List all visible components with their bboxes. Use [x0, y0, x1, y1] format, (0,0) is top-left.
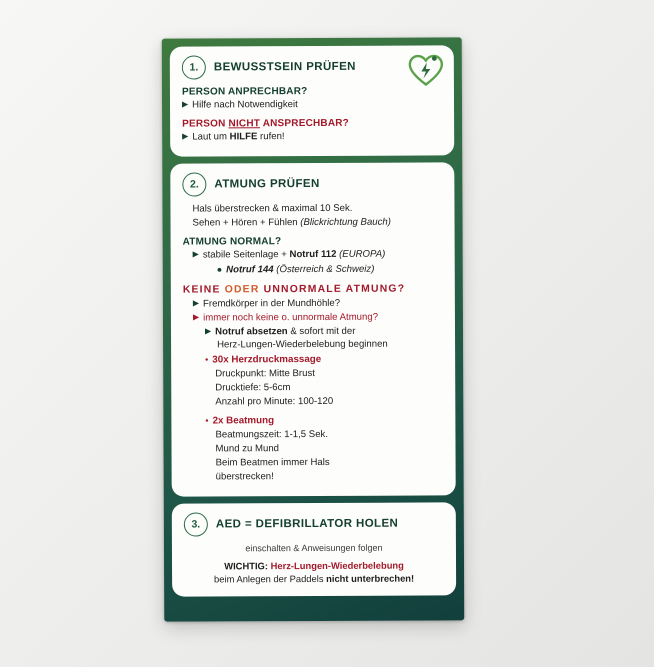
- line-stabile-seitenlage: ▶ stabile Seitenlage + Notruf 112 (EUROPA): [192, 248, 386, 261]
- line-notruf-144: ● Notruf 144 (Österreich & Schweiz): [216, 263, 375, 276]
- line-hals-ueberstrecken: Hals überstrecken & maximal 10 Sek.: [192, 202, 353, 215]
- cpr-detail: Mund zu Mund: [215, 443, 280, 455]
- bullet-icon: ●: [216, 264, 223, 275]
- label-atmung-normal: ATMUNG NORMAL?: [182, 235, 282, 248]
- step-number-3: 3.: [184, 512, 208, 536]
- section-3-title: AED = DEFIBRILLATOR HOLEN: [215, 517, 399, 531]
- section-3-header: [184, 511, 444, 536]
- cpr-detail: Druckpunkt: Mitte Brust: [215, 368, 315, 380]
- cpr-block-compressions: [183, 353, 443, 410]
- arrow-icon: ▶: [192, 312, 200, 322]
- arrow-icon: ▶: [181, 99, 189, 109]
- step-number-2: 2.: [182, 172, 206, 196]
- bullet-icon: •: [205, 354, 209, 365]
- section-2-title: ATMUNG PRÜFEN: [214, 177, 320, 191]
- cpr-detail: Beim Beatmen immer Hals: [215, 456, 330, 469]
- section-1-title: BEWUSSTSEIN PRÜFEN: [213, 60, 356, 74]
- arrow-icon: ▶: [182, 131, 189, 141]
- arrow-icon: ▶: [204, 325, 212, 335]
- cpr-detail: Drucktiefe: 5-6cm: [215, 382, 291, 394]
- bullet-icon: •: [205, 415, 209, 426]
- aed-note: einschalten & Anweisungen folgen: [245, 542, 383, 554]
- section-1-header: [182, 54, 442, 79]
- line-sehen-hoeren-fuehlen: Sehen + Hören + Fühlen (Blickrichtung Bauch): [192, 216, 391, 229]
- arrow-icon: ▶: [192, 298, 200, 308]
- line-hilfe-nach-notwendigkeit: ▶ Hilfe nach Notwendigkeit: [181, 99, 298, 111]
- label-keine-oder-unnormale-atmung: KEINE ODER UNNORMALE ATMUNG?: [182, 283, 406, 296]
- line-laut-um-hilfe-rufen: ▶ Laut um HILFE rufen!: [182, 131, 285, 143]
- step-number-1: 1.: [182, 55, 206, 79]
- cpr-heading-2x: • 2x Beatmung: [205, 415, 275, 427]
- line-fremdkoerper-mundhoehle: ▶ Fremdkörper in der Mundhöhle?: [192, 297, 341, 310]
- section-aed-holen: [172, 502, 456, 597]
- cpr-detail: Beatmungszeit: 1-1,5 Sek.: [215, 428, 329, 441]
- line-hlw-beginnen: Herz-Lungen-Wiederbelebung beginnen: [217, 339, 388, 351]
- line-notruf-absetzen: ▶ Notruf absetzen & sofort mit der: [204, 325, 356, 337]
- warning-text: WICHTIG: Herz-Lungen-Wiederbelebung beim Anlegen der Paddels nicht unterbrechen!: [214, 559, 415, 585]
- section-2-header: [182, 171, 442, 196]
- section-atmung-pruefen: [170, 162, 455, 496]
- cpr-heading-30x: • 30x Herzdruckmassage: [205, 354, 322, 366]
- label-person-nicht-ansprechbar: PERSON NICHT ANSPRECHBAR?: [182, 117, 350, 130]
- heart-with-lightning-icon: [408, 53, 444, 87]
- line-immer-noch-keine-atmung: ▶ immer noch keine o. unnormale Atmung?: [192, 311, 379, 324]
- first-aid-card: [162, 37, 465, 621]
- section-bewusstsein-pruefen: [170, 45, 454, 156]
- label-person-ansprechbar: PERSON ANPRECHBAR?: [181, 86, 308, 98]
- arrow-icon: ▶: [192, 249, 199, 259]
- cpr-detail: überstrecken!: [215, 471, 274, 483]
- cpr-block-ventilation: [183, 414, 443, 485]
- cpr-detail: Anzahl pro Minute: 100-120: [215, 396, 334, 408]
